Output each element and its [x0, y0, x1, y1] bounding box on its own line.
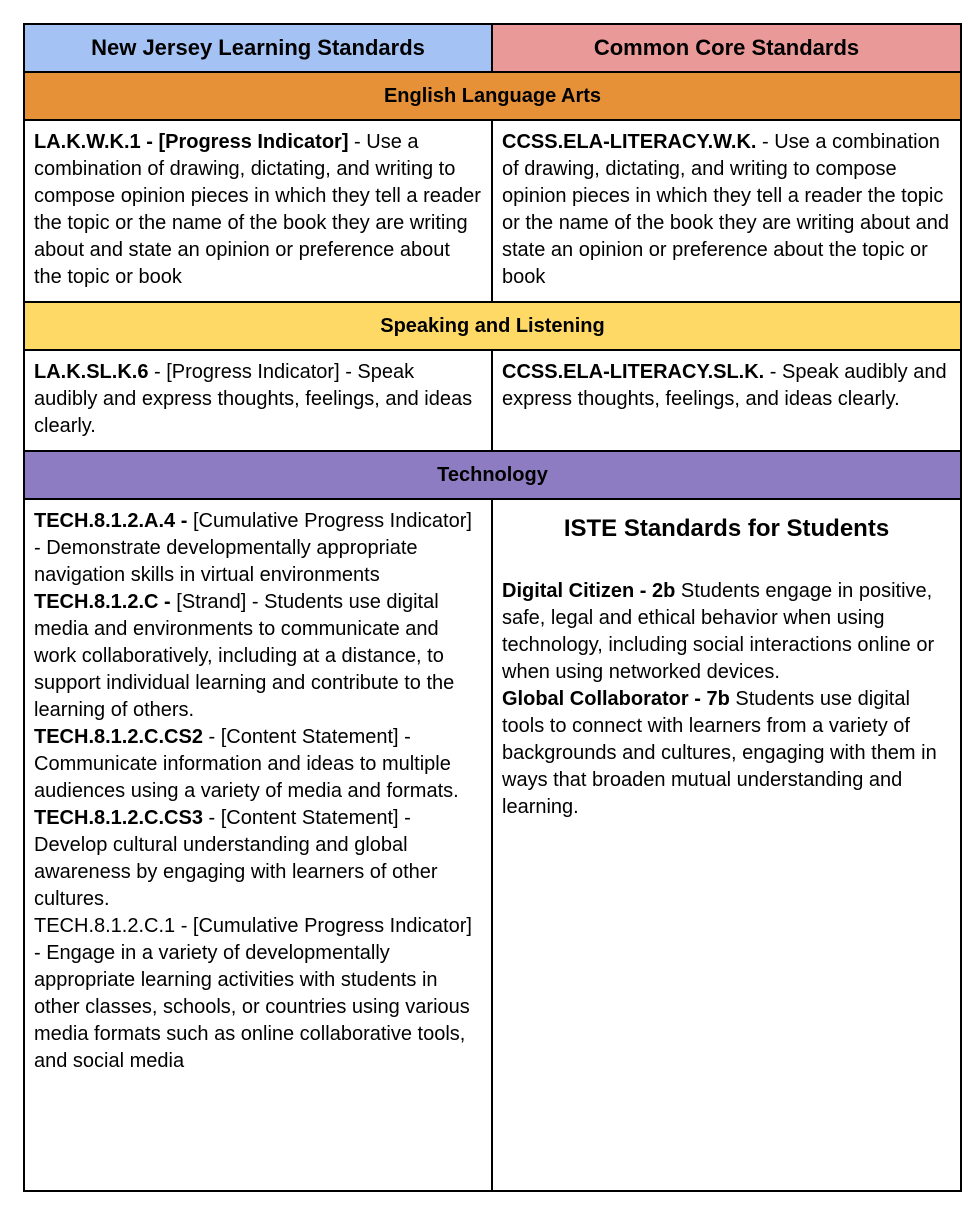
- iste-item: [502, 578, 951, 686]
- ela-nj-code: LA.K.W.K.1 - [Progress Indicator]: [34, 131, 349, 153]
- iste-item: [502, 686, 951, 821]
- sl-cc-cell: [492, 350, 961, 451]
- tech-nj-code: TECH.8.1.2.C.CS3: [34, 807, 203, 829]
- ela-cc-cell: [492, 120, 961, 302]
- iste-code: Digital Citizen - 2b: [502, 580, 676, 602]
- ela-band: English Language Arts: [24, 72, 961, 120]
- sl-nj-code: LA.K.SL.K.6: [34, 361, 149, 383]
- tech-nj-text: [Strand] - Students use digital media and environments to communicate and work collaboratively, including at a distance, to support individual learning and contribute to the learning of others.: [34, 591, 455, 721]
- tech-iste-cell: [492, 499, 961, 1191]
- tech-band-row: [24, 451, 961, 499]
- header-nj: New Jersey Learning Standards: [24, 24, 492, 72]
- tech-nj-code: TECH.8.1.2.A.4 -: [34, 510, 188, 532]
- tech-nj-code: TECH.8.1.2.C.CS2: [34, 726, 203, 748]
- ela-band-row: [24, 72, 961, 120]
- ela-nj-cell: [24, 120, 492, 302]
- header-row: [24, 24, 961, 72]
- sl-band-row: [24, 302, 961, 350]
- iste-text: Students use digital tools to connect with learners from a variety of backgrounds and cultures, engaging with them in ways that broaden mutual understanding and learning.: [502, 688, 937, 818]
- tech-row: [24, 499, 961, 1191]
- tech-nj-item: [34, 589, 482, 724]
- ela-cc-text: - Use a combination of drawing, dictating, and writing to compose opinion pieces in which they tell a reader the topic or the name of the book they are writing about and state an opinion or preference about the topic or book: [502, 131, 949, 288]
- standards-table: [23, 23, 962, 1192]
- tech-nj-text: TECH.8.1.2.C.1 - [Cumulative Progress Indicator] - Engage in a variety of developmentally appropriate learning activities with students in other classes, schools, or countries using various media formats such as online collaborative tools, and social media: [34, 915, 472, 1072]
- tech-nj-item: [34, 508, 482, 589]
- tech-nj-item: [34, 724, 482, 805]
- header-common-core: Common Core Standards: [492, 24, 961, 72]
- iste-title: ISTE Standards for Students: [563, 515, 890, 542]
- iste-text: Students engage in positive, safe, legal and ethical behavior when using technology, including social interactions online or when using networked devices.: [502, 580, 935, 683]
- sl-nj-text: - [Progress Indicator] - Speak audibly and express thoughts, feelings, and ideas clearly.: [34, 361, 473, 437]
- tech-nj-cell: [24, 499, 492, 1191]
- ela-nj-text: - Use a combination of drawing, dictating, and writing to compose opinion pieces in which they tell a reader the topic or the name of the book they are writing about and state an opinion or preference about the topic or book: [34, 131, 481, 288]
- tech-nj-text: [Cumulative Progress Indicator] - Demonstrate developmentally appropriate navigation skills in virtual environments: [34, 510, 472, 586]
- tech-nj-code: TECH.8.1.2.C -: [34, 591, 171, 613]
- sl-cc-text: - Speak audibly and express thoughts, feelings, and ideas clearly.: [502, 361, 947, 410]
- sl-nj-cell: [24, 350, 492, 451]
- tech-nj-text: - [Content Statement] - Develop cultural understanding and global awareness by engaging with learners of other cultures.: [34, 807, 438, 910]
- tech-nj-item: [34, 913, 482, 1075]
- iste-code: Global Collaborator - 7b: [502, 688, 730, 710]
- ela-cc-code: CCSS.ELA-LITERACY.W.K.: [502, 131, 757, 153]
- tech-band: Technology: [24, 451, 961, 499]
- sl-cc-code: CCSS.ELA-LITERACY.SL.K.: [502, 361, 765, 383]
- sl-row: [24, 350, 961, 451]
- tech-nj-text: - [Content Statement] - Communicate information and ideas to multiple audiences using a variety of media and formats.: [34, 726, 459, 802]
- ela-row: [24, 120, 961, 302]
- sl-band: Speaking and Listening: [24, 302, 961, 350]
- tech-nj-item: [34, 805, 482, 913]
